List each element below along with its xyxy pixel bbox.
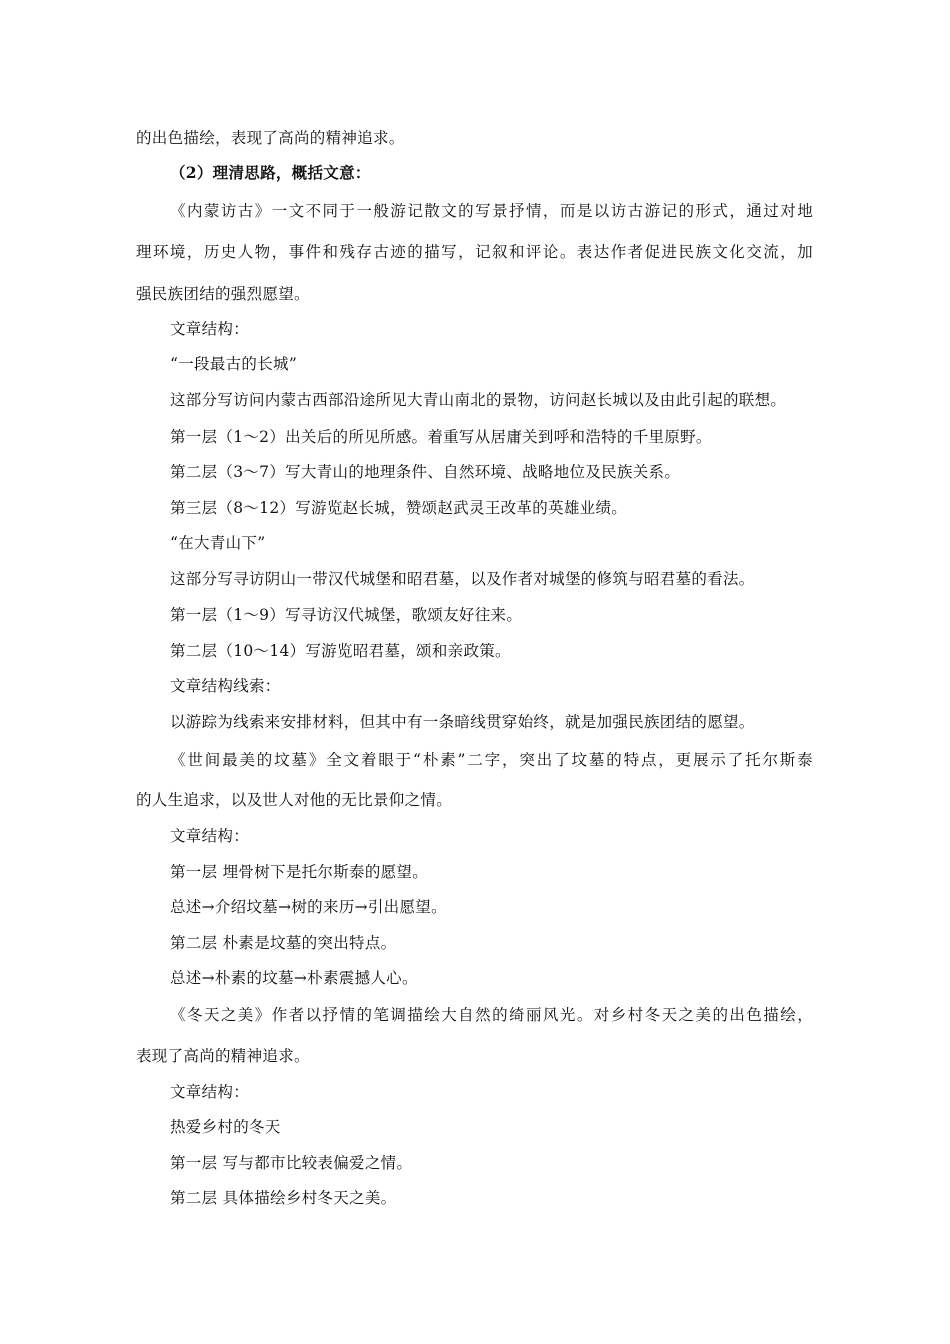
flow-line: 总述→介绍坟墓→树的来历→引出愿望。 [170,898,447,916]
layer-line: 第二层（10～14）写游览昭君墓，颂和亲政策。 [170,642,511,660]
paragraph-line: 《内蒙访古》一文不同于一般游记散文的写景抒情，而是以访古游记的形式，通过对地 [170,202,813,220]
layer-line: 第二层 具体描绘乡村冬天之美。 [170,1189,397,1207]
part-title: “一段最古的长城” [170,355,298,373]
paragraph-line: 表现了高尚的精神追求。 [136,1047,310,1065]
paragraph-line: 《世间最美的坟墓》全文着眼于“朴素”二字，突出了坟墓的特点，更展示了托尔斯泰 [170,751,813,769]
layer-line: 第二层（3～7）写大青山的地理条件、自然环境、战略地位及民族关系。 [170,463,681,481]
paragraph-line: 以游踪为线索来安排材料，但其中有一条暗线贯穿始终，就是加强民族团结的愿望。 [170,713,755,731]
paragraph-line: 的出色描绘，表现了高尚的精神追求。 [136,129,405,147]
part-title: 热爱乡村的冬天 [170,1118,281,1136]
layer-line: 第二层 朴素是坟墓的突出特点。 [170,934,397,952]
paragraph-line: 《冬天之美》作者以抒情的笔调描绘大自然的绮丽风光。对乡村冬天之美的出色描绘， [170,1006,813,1024]
structure-label: 文章结构： [170,1083,250,1101]
layer-line: 第一层 写与都市比较表偏爱之情。 [170,1154,413,1172]
paragraph-line: 理环境，历史人物，事件和残存古迹的描写，记叙和评论。表达作者促进民族文化交流，加 [136,243,813,261]
layer-line: 第一层（1～9）写寻访汉代城堡，歌颂友好往来。 [170,606,523,624]
paragraph-line: 这部分写访问内蒙古西部沿途所见大青山南北的景物，访问赵长城以及由此引起的联想。 [170,391,787,409]
part-title: “在大青山下” [170,534,266,552]
structure-label: 文章结构： [170,827,250,845]
flow-line: 总述→朴素的坟墓→朴素震撼人心。 [170,969,418,987]
paragraph-line: 这部分写寻访阴山一带汉代城堡和昭君墓，以及作者对城堡的修筑与昭君墓的看法。 [170,570,755,588]
paragraph-line: 的人生追求，以及世人对他的无比景仰之情。 [136,791,453,809]
structure-label: 文章结构： [170,320,250,338]
structure-label: 文章结构线索： [170,677,281,695]
paragraph-line: 强民族团结的强烈愿望。 [136,285,310,303]
section-heading: （2）理清思路，概括文意： [170,163,371,182]
layer-line: 第一层（1～2）出关后的所见所感。着重写从居庸关到呼和浩特的千里原野。 [170,428,712,446]
layer-line: 第一层 埋骨树下是托尔斯泰的愿望。 [170,863,429,881]
layer-line: 第三层（8～12）写游览赵长城，赞颂赵武灵王改革的英雄业绩。 [170,499,628,517]
